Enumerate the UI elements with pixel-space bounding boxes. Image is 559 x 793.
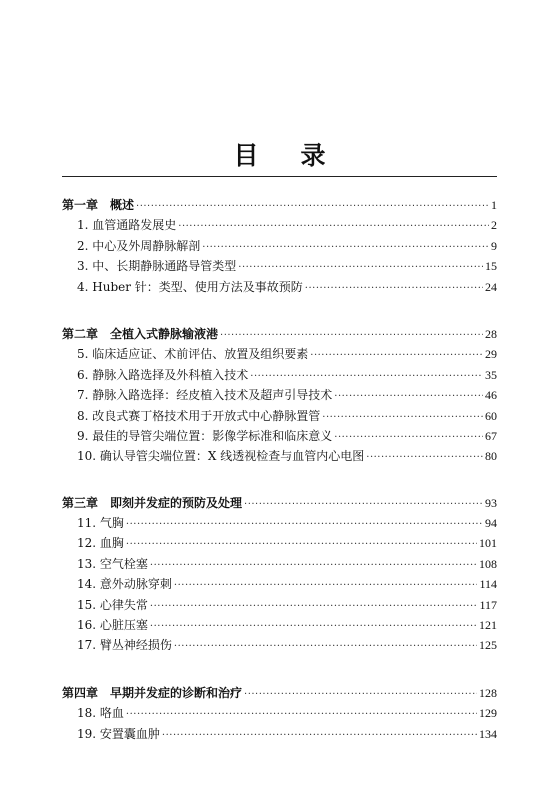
chapter-3 bbox=[62, 494, 497, 657]
page-number: 125 bbox=[479, 638, 497, 653]
chapter-4 bbox=[62, 684, 497, 745]
dot-leader bbox=[126, 519, 483, 530]
section-title: 17. 臂丛神经损伤 bbox=[77, 638, 172, 653]
toc-entry[interactable] bbox=[62, 216, 497, 236]
toc-entry[interactable] bbox=[62, 555, 497, 575]
dot-leader bbox=[178, 221, 489, 232]
toc-entry[interactable] bbox=[62, 447, 497, 467]
page-number: 28 bbox=[485, 326, 497, 341]
page-number: 128 bbox=[479, 685, 497, 700]
dot-leader bbox=[244, 689, 477, 700]
dot-leader bbox=[150, 560, 477, 571]
page-number: 117 bbox=[479, 597, 497, 612]
section-title: 4. Huber 针：类型、使用方法及事故预防 bbox=[77, 279, 303, 294]
page-title: 目录 bbox=[233, 141, 368, 170]
dot-leader bbox=[174, 641, 477, 652]
page-number: 108 bbox=[479, 556, 497, 571]
toc-entry[interactable] bbox=[62, 407, 497, 427]
chapter-1 bbox=[62, 196, 497, 298]
dot-leader bbox=[366, 452, 483, 463]
page-number: 93 bbox=[485, 495, 497, 510]
page-number: 46 bbox=[485, 388, 497, 403]
toc-entry[interactable] bbox=[62, 278, 497, 298]
dot-leader bbox=[162, 730, 477, 741]
dot-leader bbox=[126, 709, 477, 720]
page-number: 60 bbox=[485, 408, 497, 423]
page-number: 9 bbox=[491, 238, 497, 253]
page-number: 121 bbox=[479, 618, 497, 633]
section-title: 9. 最佳的导管尖端位置：影像学标准和临床意义 bbox=[77, 428, 333, 443]
toc-entry[interactable] bbox=[62, 257, 497, 277]
dot-leader bbox=[238, 262, 483, 273]
dot-leader bbox=[334, 432, 483, 443]
dot-leader bbox=[220, 330, 483, 341]
toc-entry[interactable] bbox=[62, 366, 497, 386]
section-title: 14. 意外动脉穿刺 bbox=[77, 577, 172, 592]
dot-leader bbox=[322, 412, 483, 423]
toc-entry[interactable] bbox=[62, 237, 497, 257]
page-number: 134 bbox=[479, 726, 497, 741]
chapter-title: 第一章 概述 bbox=[62, 198, 135, 212]
toc-entry[interactable] bbox=[62, 196, 497, 216]
dot-leader bbox=[150, 601, 478, 612]
dot-leader bbox=[202, 242, 489, 253]
dot-leader bbox=[126, 539, 477, 550]
section-title: 15. 心律失常 bbox=[77, 597, 148, 612]
section-title: 1. 血管通路发展史 bbox=[77, 218, 177, 233]
dot-leader bbox=[150, 621, 477, 632]
dot-leader bbox=[244, 499, 483, 510]
toc-entry[interactable] bbox=[62, 427, 497, 447]
dot-leader bbox=[136, 201, 489, 212]
chapter-title: 第二章 全植入式静脉输液港 bbox=[62, 326, 219, 341]
toc-entry[interactable] bbox=[62, 514, 497, 534]
section-title: 16. 心脏压塞 bbox=[77, 618, 148, 633]
page-number: 94 bbox=[485, 516, 497, 531]
toc-entry[interactable] bbox=[62, 494, 497, 514]
toc-entry[interactable] bbox=[62, 616, 497, 636]
toc-entry[interactable] bbox=[62, 325, 497, 345]
dot-leader bbox=[250, 371, 483, 382]
toc-entry[interactable] bbox=[62, 345, 497, 365]
dot-leader bbox=[334, 391, 483, 402]
page-number: 35 bbox=[485, 367, 497, 382]
chapter-title: 第三章 即刻并发症的预防及处理 bbox=[62, 495, 243, 510]
dot-leader bbox=[305, 283, 483, 294]
page-number: 24 bbox=[485, 279, 497, 294]
page-number: 1 bbox=[491, 198, 497, 212]
toc-entry[interactable] bbox=[62, 704, 497, 724]
section-title: 10. 确认导管尖端位置：X 线透视检查与血管内心电图 bbox=[77, 449, 365, 464]
toc-entry[interactable] bbox=[62, 534, 497, 554]
toc-entry[interactable] bbox=[62, 596, 497, 616]
section-title: 2. 中心及外周静脉解剖 bbox=[77, 238, 201, 253]
page-number: 67 bbox=[485, 428, 497, 443]
toc-entry[interactable] bbox=[62, 636, 497, 656]
section-title: 13. 空气栓塞 bbox=[77, 556, 148, 571]
section-title: 7. 静脉入路选择：经皮植入技术及超声引导技术 bbox=[77, 388, 333, 403]
dot-leader bbox=[310, 350, 483, 361]
toc-entry[interactable] bbox=[62, 386, 497, 406]
page-number: 15 bbox=[485, 259, 497, 274]
page-number: 80 bbox=[485, 449, 497, 464]
page-number: 29 bbox=[485, 347, 497, 362]
dot-leader bbox=[174, 580, 478, 591]
toc-entry[interactable] bbox=[62, 575, 497, 595]
page-number: 2 bbox=[491, 218, 497, 233]
chapter-2 bbox=[62, 325, 497, 468]
page-number: 101 bbox=[479, 536, 497, 551]
section-title: 8. 改良式赛丁格技术用于开放式中心静脉置管 bbox=[77, 408, 321, 423]
section-title: 11. 气胸 bbox=[77, 516, 124, 531]
section-title: 3. 中、长期静脉通路导管类型 bbox=[77, 259, 237, 274]
toc-entry[interactable] bbox=[62, 725, 497, 745]
toc-entry[interactable] bbox=[62, 684, 497, 704]
section-title: 19. 安置囊血肿 bbox=[77, 726, 160, 741]
table-of-contents bbox=[62, 196, 497, 772]
section-title: 6. 静脉入路选择及外科植入技术 bbox=[77, 367, 249, 382]
section-title: 5. 临床适应证、术前评估、放置及组织要素 bbox=[77, 347, 309, 362]
section-title: 18. 咯血 bbox=[77, 706, 124, 721]
section-title: 12. 血胸 bbox=[77, 536, 124, 551]
page-number: 114 bbox=[479, 577, 497, 592]
title-divider bbox=[62, 176, 497, 177]
chapter-title: 第四章 早期并发症的诊断和治疗 bbox=[62, 685, 243, 700]
page-number: 129 bbox=[479, 706, 497, 721]
